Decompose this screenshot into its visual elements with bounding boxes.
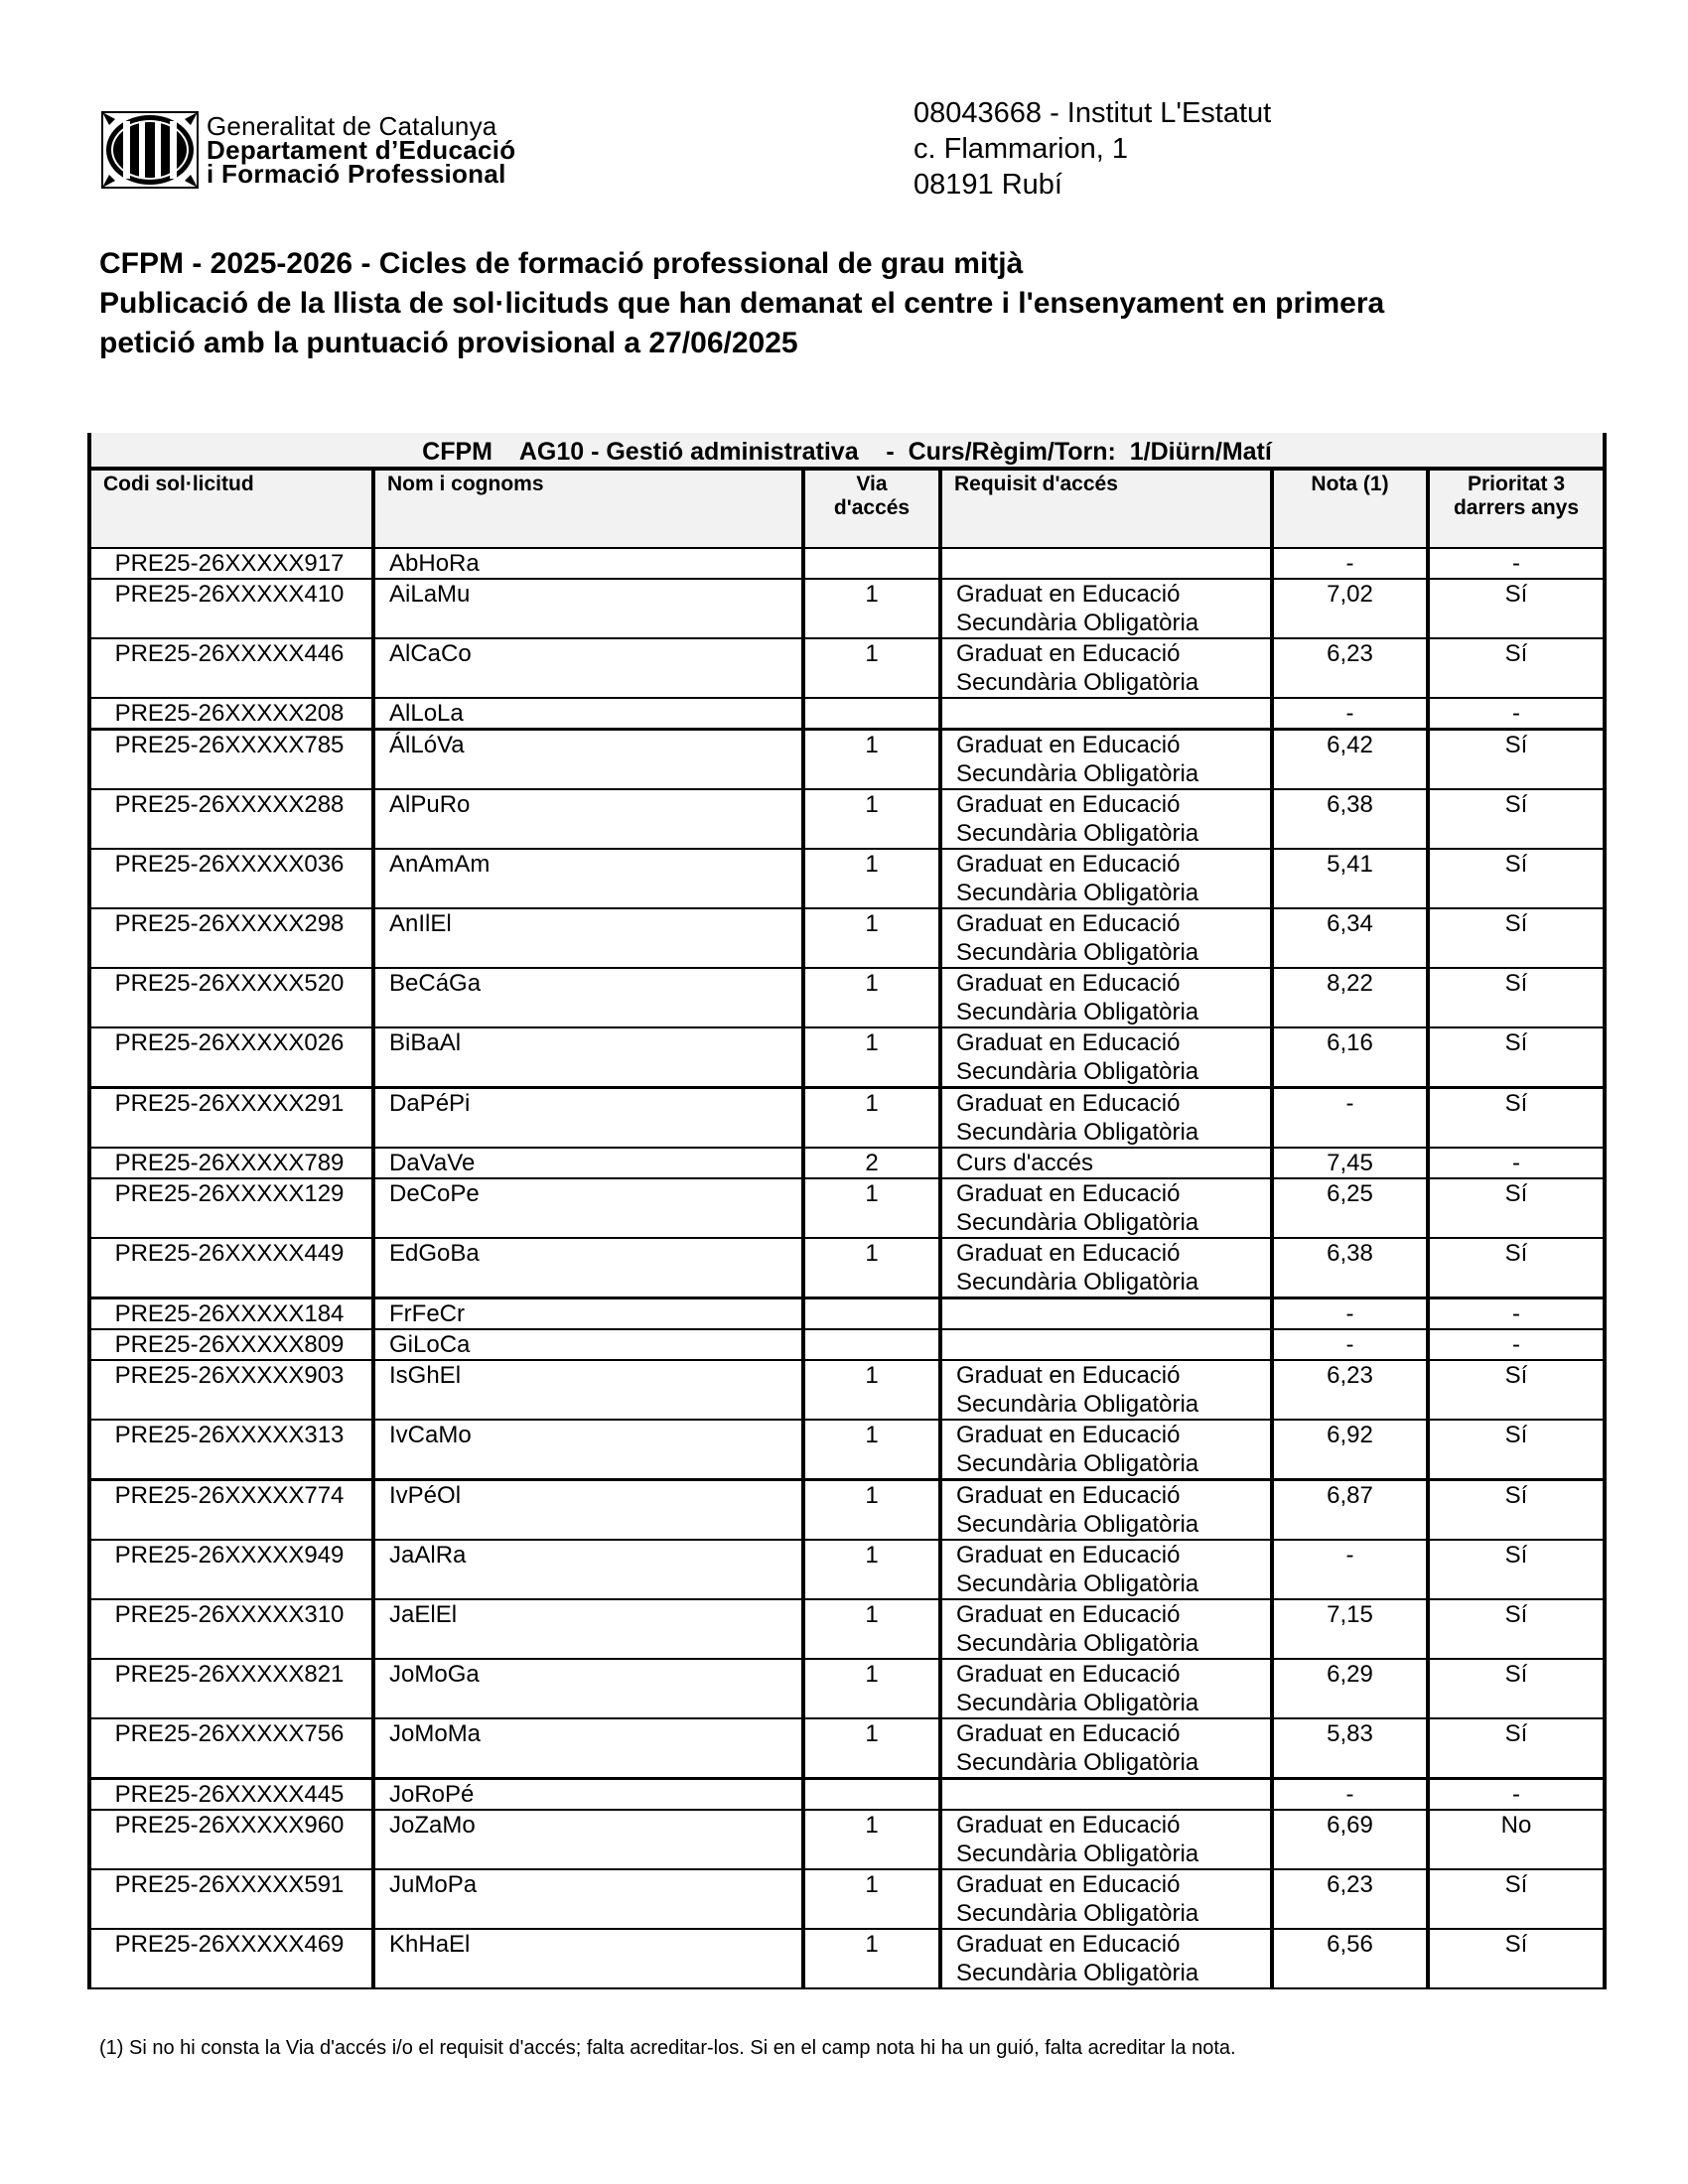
cell-prioritat: Sí [1428, 1238, 1605, 1298]
cell-codi: PRE25-26XXXXX208 [89, 698, 373, 730]
table-row [89, 1659, 1605, 1718]
cell-via: 1 [803, 1360, 940, 1420]
cell-codi: PRE25-26XXXXX026 [89, 1027, 373, 1088]
cell-requisit [940, 1329, 1272, 1360]
cell-nota: 6,38 [1272, 789, 1428, 849]
cell-codi: PRE25-26XXXXX445 [89, 1779, 373, 1811]
column-header-codi: Codi sol·licitud [89, 469, 373, 548]
cell-via: 1 [803, 1480, 940, 1541]
cell-nota: 6,25 [1272, 1178, 1428, 1238]
cell-nom: DaVaVe [373, 1148, 803, 1178]
cell-nota: 6,38 [1272, 1238, 1428, 1298]
cell-nota: 5,83 [1272, 1718, 1428, 1779]
cell-requisit [940, 698, 1272, 730]
table-row [89, 1480, 1605, 1541]
cell-nom: AbHoRa [373, 548, 803, 579]
cell-nom: AnIlEl [373, 908, 803, 968]
cell-via [803, 1298, 940, 1330]
cell-prioritat: Sí [1428, 1718, 1605, 1779]
applications-table [87, 433, 1607, 1989]
cell-nota: 6,42 [1272, 730, 1428, 790]
cell-prioritat: Sí [1428, 1480, 1605, 1541]
cell-nom: IvPéOl [373, 1480, 803, 1541]
cell-requisit [940, 548, 1272, 579]
generalitat-emblem-icon [101, 111, 199, 189]
cell-requisit: Graduat en Educació Secundària Obligatòria [940, 1238, 1272, 1298]
table-row [89, 730, 1605, 790]
cell-prioritat: Sí [1428, 1659, 1605, 1718]
cell-prioritat: Sí [1428, 1088, 1605, 1149]
cell-nota: 6,23 [1272, 1360, 1428, 1420]
table-row [89, 1238, 1605, 1298]
cell-via: 1 [803, 1599, 940, 1659]
cell-nom: AnAmAm [373, 849, 803, 908]
cell-requisit: Graduat en Educació Secundària Obligatòria [940, 1810, 1272, 1869]
school-info [914, 95, 1271, 203]
cell-codi: PRE25-26XXXXX310 [89, 1599, 373, 1659]
cell-via [803, 698, 940, 730]
cell-prioritat: Sí [1428, 1540, 1605, 1599]
cell-prioritat: Sí [1428, 1929, 1605, 1988]
cell-nom: JaAlRa [373, 1540, 803, 1599]
cell-requisit: Graduat en Educació Secundària Obligatòria [940, 968, 1272, 1027]
cell-via: 1 [803, 1178, 940, 1238]
cell-nom: JuMoPa [373, 1869, 803, 1929]
cell-prioritat: Sí [1428, 1027, 1605, 1088]
cell-nom: AlLoLa [373, 698, 803, 730]
column-header-nom: Nom i cognoms [373, 469, 803, 548]
cell-requisit [940, 1779, 1272, 1811]
table-header-row [89, 469, 1605, 548]
cell-prioritat: Sí [1428, 1360, 1605, 1420]
cell-nota: 7,02 [1272, 579, 1428, 638]
table-title-row [89, 433, 1605, 469]
cell-nom: IvCaMo [373, 1420, 803, 1480]
cell-prioritat: Sí [1428, 579, 1605, 638]
cell-prioritat: Sí [1428, 1599, 1605, 1659]
cell-requisit: Graduat en Educació Secundària Obligatòria [940, 1088, 1272, 1149]
cell-nota: 6,23 [1272, 638, 1428, 698]
table-row [89, 1148, 1605, 1178]
table-row [89, 1298, 1605, 1330]
cell-codi: PRE25-26XXXXX785 [89, 730, 373, 790]
cell-requisit: Graduat en Educació Secundària Obligatòria [940, 1027, 1272, 1088]
cell-nota: - [1272, 1540, 1428, 1599]
cell-nota: 6,69 [1272, 1810, 1428, 1869]
cell-nota: 6,16 [1272, 1027, 1428, 1088]
cell-codi: PRE25-26XXXXX774 [89, 1480, 373, 1541]
cell-codi: PRE25-26XXXXX288 [89, 789, 373, 849]
cell-nom: GiLoCa [373, 1329, 803, 1360]
cell-codi: PRE25-26XXXXX756 [89, 1718, 373, 1779]
table-row [89, 968, 1605, 1027]
cell-via: 1 [803, 1659, 940, 1718]
cell-requisit: Graduat en Educació Secundària Obligatòria [940, 1659, 1272, 1718]
cell-requisit: Graduat en Educació Secundària Obligatòria [940, 1178, 1272, 1238]
cell-nom: EdGoBa [373, 1238, 803, 1298]
cell-requisit: Graduat en Educació Secundària Obligatòria [940, 1599, 1272, 1659]
cell-nota: - [1272, 1329, 1428, 1360]
cell-nom: ÁlLóVa [373, 730, 803, 790]
cell-nota: 6,29 [1272, 1659, 1428, 1718]
cell-via: 1 [803, 1869, 940, 1929]
cell-requisit: Graduat en Educació Secundària Obligatòria [940, 908, 1272, 968]
cell-via: 1 [803, 968, 940, 1027]
title-line-1: CFPM - 2025-2026 - Cicles de formació professional de grau mitjà [99, 247, 1024, 280]
cell-prioritat: - [1428, 1329, 1605, 1360]
cell-prioritat: Sí [1428, 1420, 1605, 1480]
cell-via: 1 [803, 1420, 940, 1480]
cell-codi: PRE25-26XXXXX917 [89, 548, 373, 579]
cell-nom: JoRoPé [373, 1779, 803, 1811]
table-row [89, 1329, 1605, 1360]
cell-nom: JoMoGa [373, 1659, 803, 1718]
cell-requisit: Graduat en Educació Secundària Obligatòria [940, 1718, 1272, 1779]
cell-prioritat: - [1428, 1148, 1605, 1178]
cell-via: 1 [803, 789, 940, 849]
footnote: (1) Si no hi consta la Via d'accés i/o el requisit d'accés; falta acreditar-los. Si en el camp nota hi ha un guió, falta acreditar la nota. [99, 2037, 1236, 2059]
cell-nom: AlPuRo [373, 789, 803, 849]
cell-codi: PRE25-26XXXXX789 [89, 1148, 373, 1178]
cell-codi: PRE25-26XXXXX469 [89, 1929, 373, 1988]
cell-nota: - [1272, 548, 1428, 579]
table-row [89, 1178, 1605, 1238]
cell-requisit: Graduat en Educació Secundària Obligatòria [940, 1420, 1272, 1480]
table-row [89, 1718, 1605, 1779]
cell-via: 1 [803, 1027, 940, 1088]
cell-via [803, 1779, 940, 1811]
cell-via: 1 [803, 730, 940, 790]
document-title [99, 244, 1589, 363]
cell-prioritat: Sí [1428, 730, 1605, 790]
cell-via [803, 548, 940, 579]
cell-codi: PRE25-26XXXXX446 [89, 638, 373, 698]
cell-prioritat: - [1428, 1779, 1605, 1811]
cell-nom: JoMoMa [373, 1718, 803, 1779]
applications-table-container [87, 433, 1603, 1989]
cell-nota: - [1272, 698, 1428, 730]
cell-requisit: Graduat en Educació Secundària Obligatòria [940, 1929, 1272, 1988]
column-header-requisit: Requisit d'accés [940, 469, 1272, 548]
cell-requisit: Graduat en Educació Secundària Obligatòria [940, 1360, 1272, 1420]
cell-codi: PRE25-26XXXXX291 [89, 1088, 373, 1149]
school-address: c. Flammarion, 1 [914, 133, 1128, 165]
cell-requisit: Graduat en Educació Secundària Obligatòria [940, 1480, 1272, 1541]
logo-department-line2: i Formació Professional [207, 159, 506, 189]
cell-via: 1 [803, 1238, 940, 1298]
cell-nota: 7,15 [1272, 1599, 1428, 1659]
table-row [89, 1420, 1605, 1480]
cell-codi: PRE25-26XXXXX449 [89, 1238, 373, 1298]
cell-codi: PRE25-26XXXXX809 [89, 1329, 373, 1360]
table-row [89, 849, 1605, 908]
cell-via: 1 [803, 908, 940, 968]
table-row [89, 1810, 1605, 1869]
cell-requisit: Graduat en Educació Secundària Obligatòria [940, 789, 1272, 849]
table-row [89, 1869, 1605, 1929]
cell-codi: PRE25-26XXXXX298 [89, 908, 373, 968]
cell-nota: - [1272, 1779, 1428, 1811]
cell-nom: JaElEl [373, 1599, 803, 1659]
cell-codi: PRE25-26XXXXX520 [89, 968, 373, 1027]
cell-prioritat: Sí [1428, 908, 1605, 968]
cell-via [803, 1329, 940, 1360]
cell-nota: 6,92 [1272, 1420, 1428, 1480]
cell-nom: BeCáGa [373, 968, 803, 1027]
cell-via: 1 [803, 1088, 940, 1149]
cell-requisit: Curs d'accés [940, 1148, 1272, 1178]
cell-nom: DaPéPi [373, 1088, 803, 1149]
cell-nom: JoZaMo [373, 1810, 803, 1869]
table-row [89, 1599, 1605, 1659]
cell-nom: AiLaMu [373, 579, 803, 638]
cell-prioritat: - [1428, 1298, 1605, 1330]
table-row [89, 1027, 1605, 1088]
column-header-prioritat: Prioritat 3 darrers anys [1428, 469, 1605, 548]
cell-codi: PRE25-26XXXXX129 [89, 1178, 373, 1238]
cell-nota: 8,22 [1272, 968, 1428, 1027]
cell-nota: 6,23 [1272, 1869, 1428, 1929]
logo-department-line1: Departament d’Educació [207, 135, 516, 165]
title-line-3: petició amb la puntuació provisional a 27/06/2025 [99, 327, 798, 359]
table-body [89, 548, 1605, 1988]
cell-codi: PRE25-26XXXXX903 [89, 1360, 373, 1420]
cell-prioritat: - [1428, 548, 1605, 579]
cell-prioritat: Sí [1428, 1178, 1605, 1238]
cell-prioritat: Sí [1428, 968, 1605, 1027]
table-row [89, 1779, 1605, 1811]
cell-codi: PRE25-26XXXXX591 [89, 1869, 373, 1929]
cell-prioritat: Sí [1428, 789, 1605, 849]
logo-government-name: Generalitat de Catalunya [207, 111, 497, 141]
cell-nota: 5,41 [1272, 849, 1428, 908]
cell-requisit: Graduat en Educació Secundària Obligatòria [940, 579, 1272, 638]
cell-codi: PRE25-26XXXXX184 [89, 1298, 373, 1330]
table-row [89, 908, 1605, 968]
cell-codi: PRE25-26XXXXX960 [89, 1810, 373, 1869]
cell-nom: KhHaEl [373, 1929, 803, 1988]
cell-nota: 6,34 [1272, 908, 1428, 968]
cell-via: 2 [803, 1148, 940, 1178]
table-row [89, 548, 1605, 579]
table-row [89, 698, 1605, 730]
cell-requisit: Graduat en Educació Secundària Obligatòria [940, 849, 1272, 908]
cell-via: 1 [803, 579, 940, 638]
cell-nom: BiBaAl [373, 1027, 803, 1088]
cell-requisit: Graduat en Educació Secundària Obligatòria [940, 638, 1272, 698]
table-row [89, 1088, 1605, 1149]
cell-via: 1 [803, 849, 940, 908]
cell-prioritat: No [1428, 1810, 1605, 1869]
school-code-name: 08043668 - Institut L'Estatut [914, 97, 1272, 129]
cell-via: 1 [803, 1810, 940, 1869]
cell-nota: 7,45 [1272, 1148, 1428, 1178]
table-title: CFPM AG10 - Gestió administrativa - Curs/Règim/Torn: 1/Diürn/Matí [89, 433, 1605, 469]
cell-nom: IsGhEl [373, 1360, 803, 1420]
cell-nota: - [1272, 1088, 1428, 1149]
column-header-nota: Nota (1) [1272, 469, 1428, 548]
cell-via: 1 [803, 638, 940, 698]
title-line-2: Publicació de la llista de sol·licituds que han demanat el centre i l'ensenyament en primera [99, 287, 1385, 320]
cell-prioritat: - [1428, 698, 1605, 730]
cell-prioritat: Sí [1428, 1869, 1605, 1929]
cell-requisit: Graduat en Educació Secundària Obligatòria [940, 1869, 1272, 1929]
cell-prioritat: Sí [1428, 849, 1605, 908]
cell-requisit: Graduat en Educació Secundària Obligatòria [940, 730, 1272, 790]
cell-codi: PRE25-26XXXXX949 [89, 1540, 373, 1599]
cell-nom: AlCaCo [373, 638, 803, 698]
cell-via: 1 [803, 1929, 940, 1988]
cell-nota: - [1272, 1298, 1428, 1330]
cell-codi: PRE25-26XXXXX821 [89, 1659, 373, 1718]
cell-via: 1 [803, 1540, 940, 1599]
cell-via: 1 [803, 1718, 940, 1779]
cell-codi: PRE25-26XXXXX036 [89, 849, 373, 908]
table-row [89, 579, 1605, 638]
cell-prioritat: Sí [1428, 638, 1605, 698]
cell-requisit: Graduat en Educació Secundària Obligatòria [940, 1540, 1272, 1599]
table-row [89, 1360, 1605, 1420]
table-row [89, 1540, 1605, 1599]
cell-nota: 6,56 [1272, 1929, 1428, 1988]
cell-nom: DeCoPe [373, 1178, 803, 1238]
institution-logo [101, 111, 515, 189]
cell-nota: 6,87 [1272, 1480, 1428, 1541]
table-row [89, 638, 1605, 698]
table-row [89, 789, 1605, 849]
column-header-via: Via d'accés [803, 469, 940, 548]
table-row [89, 1929, 1605, 1988]
cell-requisit [940, 1298, 1272, 1330]
cell-nom: FrFeCr [373, 1298, 803, 1330]
cell-codi: PRE25-26XXXXX313 [89, 1420, 373, 1480]
cell-codi: PRE25-26XXXXX410 [89, 579, 373, 638]
school-postal-city: 08191 Rubí [914, 169, 1062, 201]
